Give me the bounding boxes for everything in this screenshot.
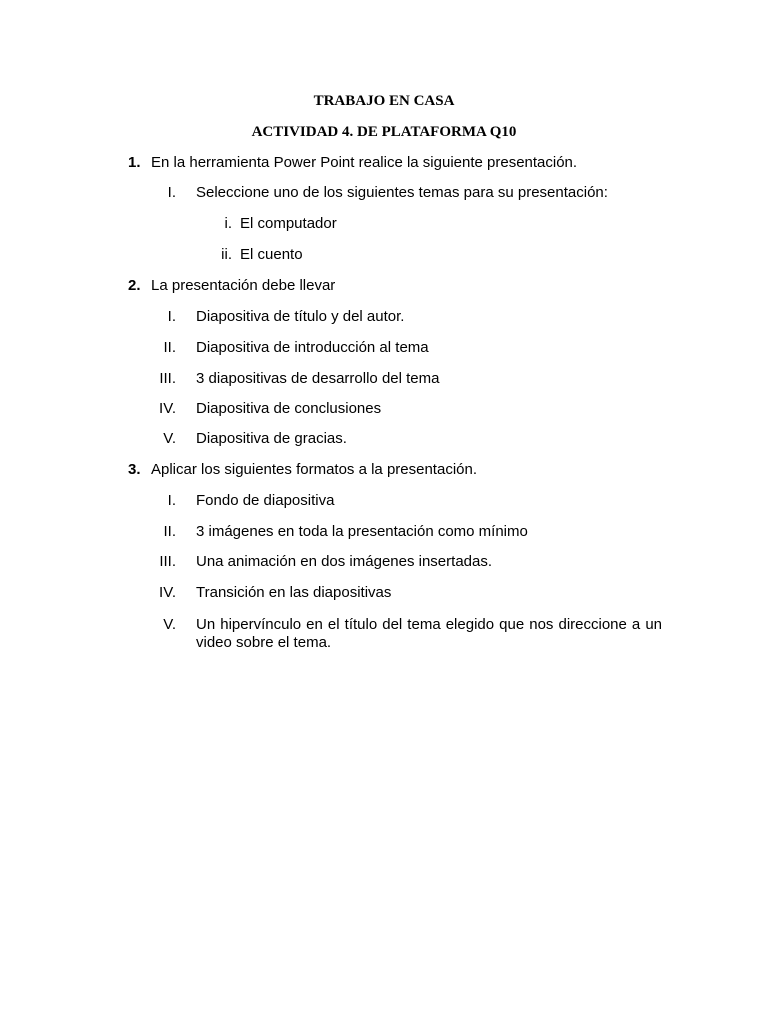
section-number: 1. xyxy=(128,154,141,171)
item-text: 3 diapositivas de desarrollo del tema xyxy=(196,370,440,387)
section-number: 3. xyxy=(128,461,141,478)
item-marker: I. xyxy=(167,184,176,201)
document-subtitle: ACTIVIDAD 4. DE PLATAFORMA Q10 xyxy=(251,124,517,140)
item-marker: V. xyxy=(163,430,176,447)
subitem-marker: ii. xyxy=(221,246,232,263)
item-marker: II. xyxy=(163,339,176,356)
item-text: Transición en las diapositivas xyxy=(196,584,392,601)
document-title: TRABAJO EN CASA xyxy=(313,93,455,109)
section-text: La presentación debe llevar xyxy=(151,277,336,294)
item-marker: V. xyxy=(163,616,176,633)
item-text: Fondo de diapositiva xyxy=(196,492,335,509)
item-marker: IV. xyxy=(159,584,176,601)
item-text: Seleccione uno de los siguientes temas para su presentación: xyxy=(196,184,608,201)
item-marker: IV. xyxy=(159,400,176,417)
item-text: Una animación en dos imágenes insertadas. xyxy=(196,553,493,570)
item-text: Diapositiva de conclusiones xyxy=(196,400,382,417)
section-text: En la herramienta Power Point realice la siguiente presentación. xyxy=(151,154,578,171)
section-number: 2. xyxy=(128,277,141,294)
subitem-text: El cuento xyxy=(240,246,303,263)
item-text: Diapositiva de gracias. xyxy=(196,430,347,447)
subitem-marker: i. xyxy=(224,215,232,232)
item-text: Un hipervínculo en el título del tema elegido que nos direccione a un video sobre el tema. xyxy=(196,616,662,651)
item-marker: II. xyxy=(163,523,176,540)
item-marker: I. xyxy=(167,492,176,509)
item-marker: III. xyxy=(159,553,176,570)
item-text: Diapositiva de introducción al tema xyxy=(196,339,429,356)
item-marker: III. xyxy=(159,370,176,387)
item-text: Diapositiva de título y del autor. xyxy=(196,308,405,325)
section-text: Aplicar los siguientes formatos a la presentación. xyxy=(151,461,478,478)
item-marker: I. xyxy=(167,308,176,325)
item-text: 3 imágenes en toda la presentación como mínimo xyxy=(196,523,528,540)
subitem-text: El computador xyxy=(240,215,337,232)
